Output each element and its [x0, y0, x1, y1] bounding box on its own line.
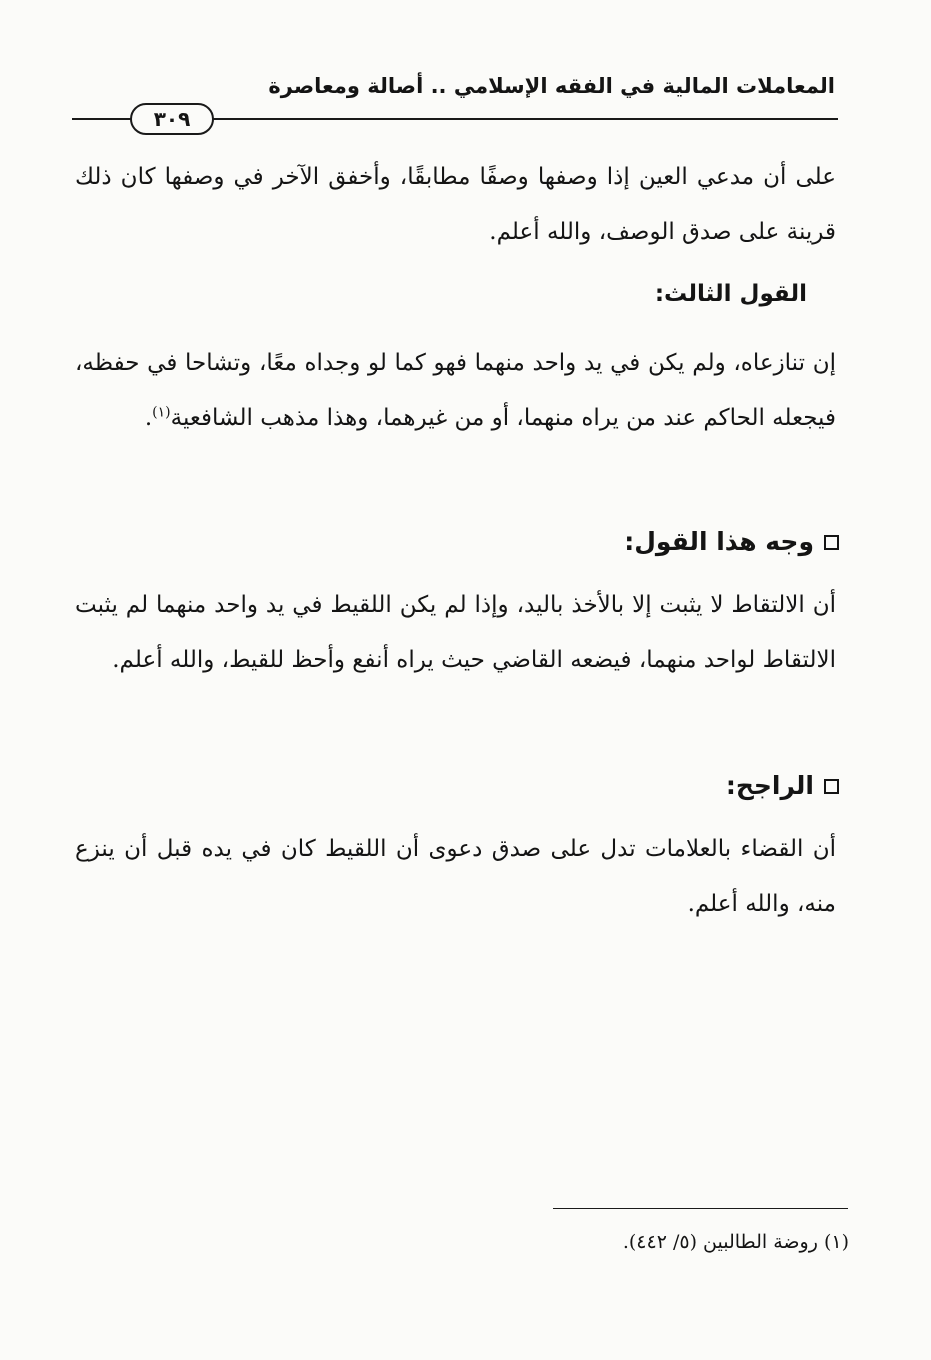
footnote: (١) روضة الطالبين (٥/ ٤٤٢). [622, 1231, 849, 1253]
page-number: ٣٠٩ [130, 103, 214, 135]
paragraph-2-end: . [144, 405, 153, 431]
paragraph-4: أن القضاء بالعلامات تدل على صدق دعوى أن اللقيط كان في يده قبل أن ينزع منه، والله أعلم. [75, 836, 836, 917]
heading-third-opinion: القول الثالث: [654, 281, 807, 307]
heading-preferred-label: الراجح: [725, 771, 814, 800]
heading-reason-label: وجه هذا القول: [624, 527, 814, 556]
footnote-rule [553, 1208, 848, 1209]
paragraph-3: أن الالتقاط لا يثبت إلا بالأخذ باليد، وإذا لم يكن اللقيط في يد واحد منهما لم يثبت الالتقاط لواحد منهما، فيضعه القاضي حيث يراه أنفع وأحظ للقيط، والله أعلم. [75, 592, 836, 673]
heading-preferred [726, 766, 839, 806]
checkbox-square-icon [824, 535, 839, 550]
paragraph-1: على أن مدعي العين إذا وصفها وصفًا مطابقًا، وأخفق الآخر في وصفها كان ذلك قرينة على صدق الوصف، والله أعلم. [75, 164, 836, 245]
checkbox-square-icon [824, 779, 839, 794]
running-title: المعاملات المالية في الفقه الإسلامي .. أصالة ومعاصرة [268, 74, 835, 98]
heading-reason [624, 522, 839, 562]
footnote-reference: (١) [152, 404, 171, 421]
paragraph-2 [75, 336, 836, 446]
paragraph-2-text: إن تنازعاه، ولم يكن في يد واحد منهما فهو كما لو وجداه معًا، وتشاحا في حفظه، فيجعله الحاكم عند من يراه منهما، أو من غيرهما، وهذا مذهب الشافعية [75, 350, 836, 431]
